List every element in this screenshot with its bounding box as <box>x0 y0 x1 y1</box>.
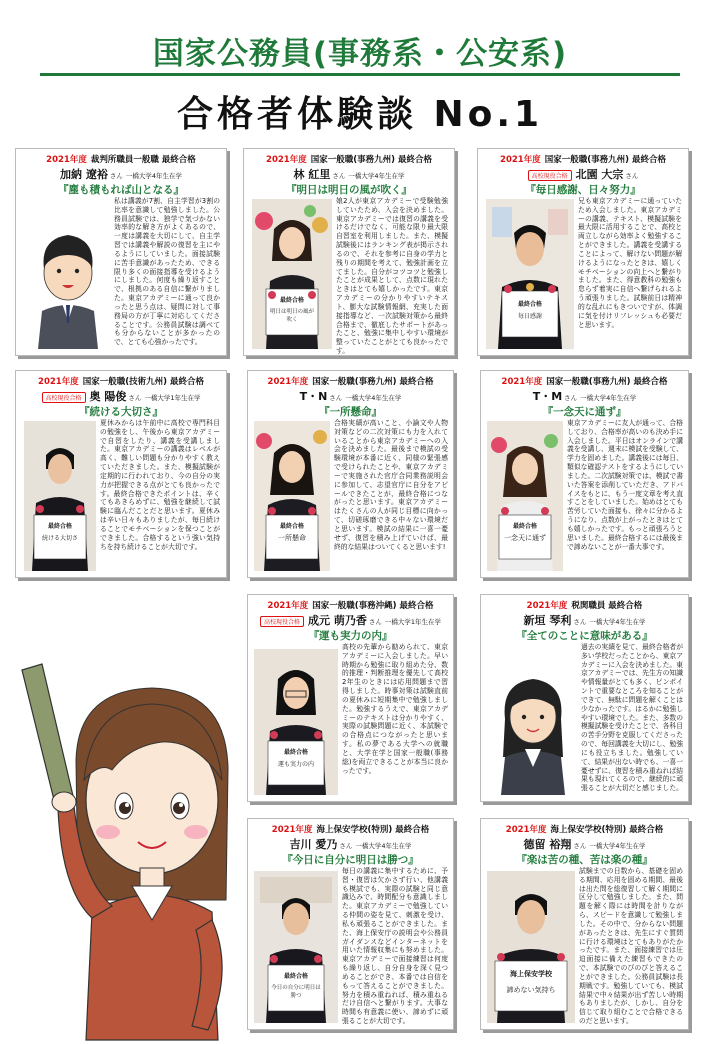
sign-line1: 最終合格 <box>283 749 308 756</box>
sign-line1: 最終合格 <box>279 297 304 304</box>
card-caption: 『一念天に通ず』 <box>542 406 627 418</box>
card-name: 新垣 琴利 <box>523 614 572 627</box>
card-honorific: さん <box>109 172 123 180</box>
card-year: 2021年度 <box>38 377 79 387</box>
student-photo <box>487 871 575 1023</box>
student-photo <box>254 871 338 1023</box>
sign-line2: 一所懸命 <box>278 534 306 542</box>
status-badge: 高校現役合格 <box>42 392 86 403</box>
card-body: 兄も東京アカデミーに通っていたため入会しました。東京アカデミーの講義、テキスト、模擬試験を最大限に活用することで、高校と両立しながら効率よく勉強することができました。講義を受講することによって、解けない問題が解けるようになったときは、嬉しくモチベーションの向上へと繋がりました。また、得意教科の勉強も怠らず着実に自信へ繋げられるよう頑張りました。試験前日は精神的な乱れにもきついですが、体調に気を付けリフレッシュも必要だと思います。 <box>578 197 682 329</box>
sign-line2: 運も実力の内 <box>277 761 314 768</box>
card-caption: 『毎日感謝、日々努力』 <box>525 184 641 196</box>
card-caption: 『運も実力の内』 <box>308 630 393 642</box>
card-school: 一橋大学1年生在学 <box>384 618 441 626</box>
card-year: 2021年度 <box>526 601 568 611</box>
sign-line1: 最終合格 <box>517 301 542 308</box>
card-caption: 『続ける大切さ』 <box>79 406 163 418</box>
sign-line1: 最終合格 <box>283 973 308 980</box>
sign-line2: 毎日感謝 <box>517 313 542 320</box>
card-year: 2021年度 <box>505 825 547 835</box>
card-school: 一橋大学1年生在学 <box>144 394 201 402</box>
card-honorific: さん <box>564 394 578 402</box>
card-body: 東京アカデミーに友人が通って、合格しており、合格率が高いのも決め手に入会しました。平日はオンラインで講義を受講し、週末に模試を受験して、学力を固めました。講義後には毎日、類似な確認テストをするようにしていました。二次試験対策では、模試で書いた答案を添削していただき、アドバイスをもとに、もう一度文章を考え直すことをしていました。始めはとても苦労していた面接も、徐々に分かるようになり、点数が上がったときはとても嬉しかったです。もっと頑張ろうと思いました。最終合格するには最後まで諦めないことが一番大事です。 <box>567 419 683 551</box>
status-badge: 高校現役合格 <box>528 170 572 181</box>
sign-line1: 最終合格 <box>512 523 537 530</box>
card-year: 2021年度 <box>271 825 313 835</box>
testimonial-card <box>15 148 227 356</box>
card-exam: 国家一般職(事務九州) 最終合格 <box>544 155 666 165</box>
page-title: 国家公務員(事務系・公安系) <box>152 36 568 72</box>
card-exam: 裁判所職員一般職 最終合格 <box>90 155 196 165</box>
student-photo <box>24 421 96 571</box>
card-caption: 『塵も積もれば山となる』 <box>58 184 184 196</box>
card-exam: 税関職員 最終合格 <box>571 601 643 611</box>
card-name: T・M <box>532 390 563 403</box>
card-honorific: さん <box>573 618 587 626</box>
card-name: 加納 遼裕 <box>60 168 108 181</box>
mascot-illustration <box>12 650 236 1040</box>
card-name: 德留 裕翔 <box>523 838 572 851</box>
card-school: 一橋大学4年生在学 <box>580 394 637 402</box>
card-school: 一橋大学4年生在学 <box>589 618 646 626</box>
card-school: 一橋大学4年生在学 <box>345 394 402 402</box>
card-caption: 『楽は苦の種、苦は楽の種』 <box>516 854 653 866</box>
card-honorific: さん <box>368 618 382 626</box>
card-honorific: さん <box>625 172 639 180</box>
sign-line2: 明日は明日の風が吹く <box>269 309 314 323</box>
card-body: 毎日の講義に集中するために、予習・復習は欠かさず行い、他講義も模試でも、実際の試験と同じ意識込みで、時間配分も意識しました。東京アカデミーで勉強している仲間の姿を見て、刺激を受け、私も頑張ることができました。また、海上保安庁の説明会や公務員ガイダンスなどインターネットを用いた情報収集にも努めました。東京アカデミーで面接練習は何度も繰り返し、自分自身を深く見つめることができ、本番では自信をもって答えることができました。努力を積み重ねれば、積み重ねるだけ自信へと繋がります。大事な時間も有意義に使い、諦めずに頑張ることが大切です。 <box>342 867 448 1026</box>
sign-line2: 今日の自分に明日は勝つ <box>271 985 321 999</box>
card-name: 林 紅里 <box>293 168 331 181</box>
card-school: 一橋大学4年生在学 <box>125 172 182 180</box>
card-name: 吉川 愛乃 <box>289 838 338 851</box>
status-badge: 高校現役合格 <box>260 616 304 627</box>
testimonial-card <box>480 594 689 802</box>
card-caption: 『今日に自分に明日は勝つ』 <box>282 854 419 866</box>
card-body: 試験までの日数から、基礎を固める期間、応用を固める期間、最後は出た問を総復習して解く期間に区分して勉強しました。また、問題を解く際には時間を計りながら、スピードを意識して勉強しました。その中で、分からない問題があったときは、先生にすぐ質問に行ける環境はとてもありがたかったです。また、面接練習では圧迫面接に備えた練習もできたので、本試験でのびのびと答えることができました。公務員試験は長期戦です。勉強していても、模試結果で中々結果が出ず苦しい時期もありましたが、しかし、自分を信じて取り組むことで合格できるのだと思います。 <box>579 867 683 1026</box>
card-name: 北園 大宗 <box>575 168 624 181</box>
card-year: 2021年度 <box>46 155 87 165</box>
card-honorific: さん <box>329 394 343 402</box>
card-exam: 海上保安学校(特別) 最終合格 <box>550 825 664 835</box>
illustration-avatar <box>24 199 112 349</box>
student-photo <box>254 421 330 571</box>
card-name: T・N <box>299 390 328 403</box>
card-exam: 海上保安学校(特別) 最終合格 <box>316 825 430 835</box>
sign-line2: 諦めない気持ち <box>506 986 556 994</box>
card-honorific: さん <box>332 172 346 180</box>
testimonial-card <box>480 370 689 578</box>
sign-line1: 最終合格 <box>47 523 72 530</box>
card-year: 2021年度 <box>266 155 307 165</box>
testimonial-card <box>243 148 455 356</box>
card-honorific: さん <box>128 394 142 402</box>
card-caption: 『明日は明日の風が吹く』 <box>286 184 412 196</box>
sign-line2: 続ける大切さ <box>41 535 78 542</box>
card-body: 高校の先輩から勧められて、東京アカデミーに入会しました。早い時期から勉強に取り組めた分、数的推理・判断推理を優先して高校2年生のときには応用問題まで習得しました。時事対策は試験直前の夏休みに短期集中で勉強しました。勉強するうえで、東京アカデミーのテキストは分かりやすく、実際の試験問題に近く、本試験での合格点につながったと思います。私の夢である大学への就職と、大学在学と国家一般職(事務総)を両立できることが本当に良かったです。 <box>342 643 448 775</box>
card-year: 2021年度 <box>267 377 309 387</box>
card-exam: 国家一般職(技術九州) 最終合格 <box>82 377 204 387</box>
card-name: 成元 萌乃香 <box>308 614 367 627</box>
card-caption: 『一所懸命』 <box>319 406 382 418</box>
testimonial-card <box>247 594 454 802</box>
student-photo <box>486 199 574 349</box>
card-year: 2021年度 <box>501 377 543 387</box>
card-caption: 『全てのことに意味がある』 <box>516 630 653 642</box>
card-exam: 国家一般職(事務九州) 最終合格 <box>310 155 432 165</box>
testimonial-card <box>15 370 227 578</box>
card-body: 夏休みからは午前中に高校で専門科目の勉強をし、午後から東京アカデミーで自習をしたり、講義を受講しました。東京アカデミーの講義はレベルが高く、難しい問題も分かりやすく教えていただきました。また、模擬試験が定期的に行われており、今の自分の実力が把握できる点がとても良かったです。最終合格できたポイントは、辛くてもあきらめずに、勉強を継続して試験に臨んだことだと思います。夏休みは辛い日々もありましたが、毎日続けることでモチベーションを保つことができました。合格するという強い気持ちを持ち続けることが大切です。 <box>100 419 220 551</box>
sign-line1: 海上保安学校 <box>510 970 552 978</box>
card-school: 一橋大学4年生在学 <box>589 842 646 850</box>
card-honorific: さん <box>573 842 587 850</box>
sign-line2: 一念天に通ず <box>504 534 546 542</box>
card-year: 2021年度 <box>267 601 309 611</box>
page-subtitle: 合格者体験談 No.1 <box>176 94 544 135</box>
testimonial-card <box>480 818 689 1030</box>
card-body: 娘2人が東京アカデミーで受験勉強していたため、入会を決めました。東京アカデミーでは復習の講義を受けるだけでなく、可能な限り最大限自習室を利用しました。また、模擬試験後にはランキング表が掲示されるので、それを参考に自身の学力と残りの期間を考えて、勉強計画を立てました。自分がコツコツと勉強したことが成果として、点数に現れたときはとても嬉しかったです。東京アカデミーの分かりやすいテキスト、膨大な試験情報網、充実した面接指導など、一次試験対策から最終合格まで、徹底したサポートがあったこと、勉強に集中しやすい環境が整っていたことがとても良かったです。 <box>336 197 448 356</box>
sign-line1: 最終合格 <box>279 523 304 530</box>
card-body: 過去の実績を見て、最終合格者が多い学校だったことから、東京アカデミーに入会を決めました。東京アカデミーでは、先生方の知識や情報量がとても多く、ピンポイントで重要なところを知ることができて、無駄に問題を解くことは少なかったです。はるかに勉強しやすい環境でした。また、多数の模擬試験を受けたことで、各科目の苦手分野を克服してくださったので、毎回講義を大切にし、勉強にも役立ちました。勉強していて、結果が出ない時でも、一喜一憂せずに、復習を積み重ねれば結果も現れてくるので、継続的に頑張ることが大切だと感じました。 <box>581 643 683 793</box>
card-honorific: さん <box>339 842 353 850</box>
card-body: 私は講義が7割、自主学習が3割の比率を意識して勉強しました。公務員試験では、独学で気づかない効率的な解き方がよくあるので、一度は講義を大切にして、自主学習では講義や解説の復習を主にやるようにしていました。面接試験に苦手意識があったため、できる限り多くの面接指導を受けるようにしました。何度も繰り返すことで、根拠のある自信に繋がりました。東京アカデミーに通って良かったと思う点は、疑問に対して事務局の方が丁寧に対応してくださることです。公務員試験は調べても分からないことが多かったので、とても心強かったです。 <box>114 197 220 347</box>
card-school: 一橋大学4年生在学 <box>355 842 412 850</box>
card-body: 合格実績が高いこと、小論文や人物対策などの二次対策にも力を入れていることから東京アカデミーへの入会を決めました。最後まで模試の受験環境が本番に近く、同様の緊張感で受けられたことや、東京アカデミーで実施された官庁合同業務説明会に参加して、志望官庁に自分をアピールできたことが、最終合格につながったと思います。東京アカデミーはたくさんの人が同じ目標に向かって、切磋琢磨できる中々ない環境だと思います。模試の結果に一喜一憂せず、復習を積み上げていけば、最終的な結果はついてくると思います! <box>334 419 448 551</box>
testimonial-card <box>477 148 689 356</box>
card-year: 2021年度 <box>500 155 541 165</box>
card-exam: 国家一般職(事務九州) 最終合格 <box>546 377 668 387</box>
testimonial-card <box>247 370 454 578</box>
card-exam: 国家一般職(事務沖縄) 最終合格 <box>312 601 434 611</box>
title-divider <box>40 73 680 76</box>
student-photo <box>487 421 563 571</box>
card-name: 奥 陽俊 <box>89 390 127 403</box>
testimonial-card <box>247 818 454 1030</box>
student-photo <box>252 199 332 349</box>
illustration-avatar <box>487 649 579 795</box>
card-exam: 国家一般職(事務九州) 最終合格 <box>312 377 434 387</box>
card-school: 一橋大学4年生在学 <box>348 172 405 180</box>
student-photo <box>254 649 338 795</box>
